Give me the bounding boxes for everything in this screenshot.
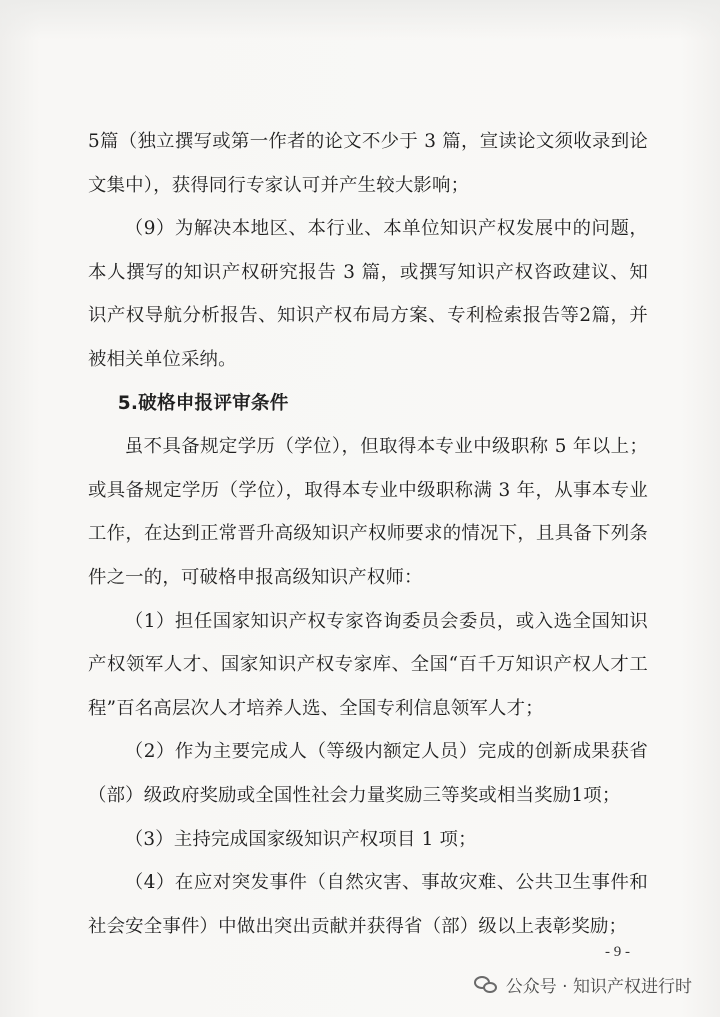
- paragraph-item-4: （4）在应对突发事件（自然灾害、事故灾难、公共卫生事件和社会安全事件）中做出突出贡献并获得省（部）级以上表彰奖励；: [88, 872, 648, 937]
- paragraph-item-2: （2）作为主要完成人（等级内额定人员）完成的创新成果获省（部）级政府奖励或全国性社会力量奖励三等奖或相当奖励1项；: [88, 741, 648, 806]
- watermark-text: 公众号 · 知识产权进行时: [505, 977, 692, 997]
- paragraph-item-3: （3）主持完成国家级知识产权项目 1 项；: [124, 828, 477, 850]
- paragraph-papers-continued: 5篇（独立撰写或第一作者的论文不少于 3 篇，宣读论文须收录到论文集中），获得同行专家认可并产生较大影响；: [88, 131, 648, 196]
- scan-shadow: [0, 0, 720, 40]
- watermark: [474, 972, 692, 997]
- paragraph-item-1: （1）担任国家知识产权专家咨询委员会委员，或入选全国知识产权领军人才、国家知识产权专家库、全国“百千万知识产权人才工程”百名高层次人才培养人选、全国专利信息领军人才；: [88, 610, 648, 719]
- page-number: - 9 -: [605, 944, 630, 960]
- document-body: [88, 120, 648, 948]
- paragraph-intro: 虽不具备规定学历（学位），但取得本专业中级职称 5 年以上；或具备规定学历（学位），取得本专业中级职称满 3 年，从事本专业工作，在达到正常晋升高级知识产权师要求的情况下，且具备下列条件之一的，可破格申报高级知识产权师：: [88, 436, 648, 588]
- section-heading: 5.破格申报评审条件: [117, 392, 289, 414]
- wechat-icon: [474, 974, 500, 996]
- paragraph-item-9: （9）为解决本地区、本行业、本单位知识产权发展中的问题，本人撰写的知识产权研究报告 3 篇，或撰写知识产权咨政建议、知识产权导航分析报告、知识产权布局方案、专利检索报告等2篇，并被相关单位采纳。: [88, 218, 648, 370]
